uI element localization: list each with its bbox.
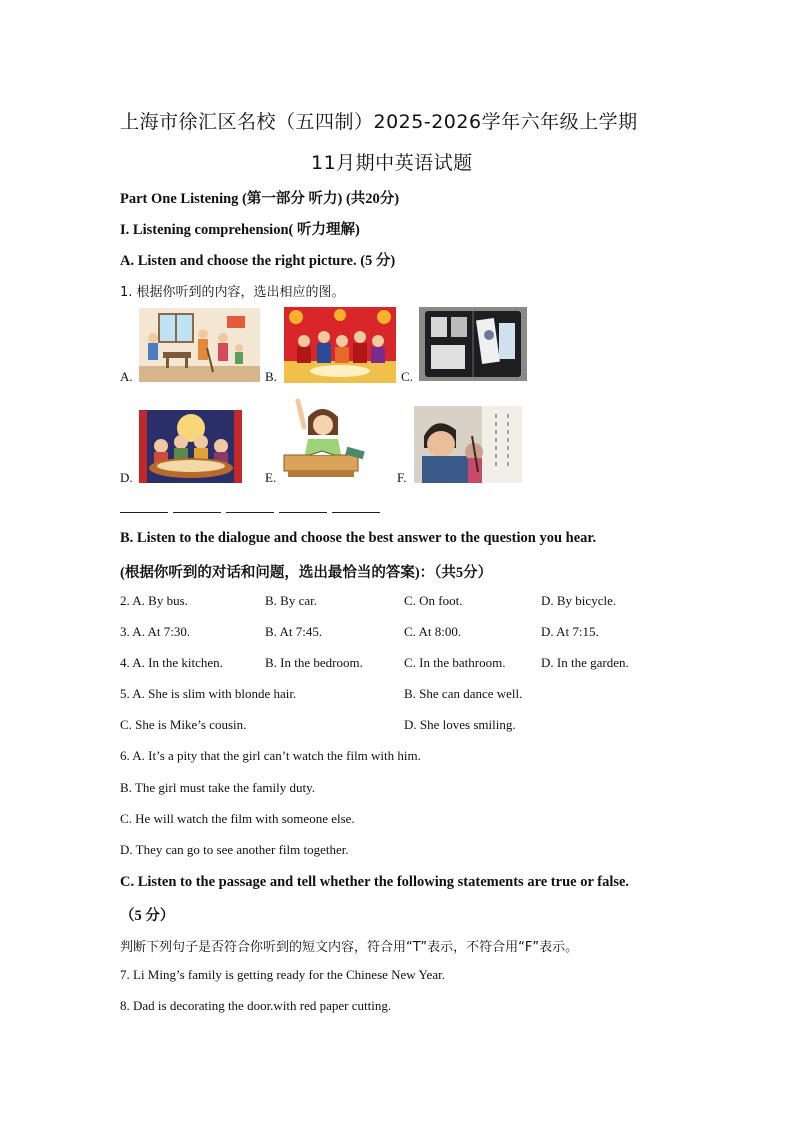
q2-option-c: C. On foot.	[404, 593, 463, 608]
section-i-heading: I. Listening comprehension( 听力理解)	[120, 222, 360, 238]
q5-option-d: D. She loves smiling.	[404, 717, 516, 732]
picture-label-b: B.	[265, 369, 277, 384]
q4-option-a: 4. A. In the kitchen.	[120, 655, 223, 670]
q4-option-b: B. In the bedroom.	[265, 655, 363, 670]
answer-blank-4[interactable]	[279, 512, 327, 513]
section-a-heading: A. Listen and choose the right picture. (5 分)	[120, 253, 396, 269]
picture-label-d: D.	[120, 470, 133, 485]
picture-f-boy-calligraphy	[414, 406, 522, 483]
picture-label-a: A.	[120, 369, 133, 384]
answer-blank-1[interactable]	[120, 512, 168, 513]
q5-option-a: 5. A. She is slim with blonde hair.	[120, 686, 297, 701]
picture-b-new-year-family	[284, 307, 396, 383]
q1-instruction: 1. 根据你听到的内容，选出相应的图。	[120, 285, 345, 300]
answer-blank-5[interactable]	[332, 512, 380, 513]
q4-option-c: C. In the bathroom.	[404, 655, 506, 670]
q3-option-b: B. At 7:45.	[265, 624, 323, 639]
section-c-heading: C. Listen to the passage and tell whether the following statements are true or false.	[120, 874, 630, 890]
q8-statement: 8. Dad is decorating the door.with red paper cutting.	[120, 998, 392, 1013]
q3-option-a: 3. A. At 7:30.	[120, 624, 191, 639]
picture-e-girl-raising-hand	[282, 397, 372, 483]
picture-c-photo-album	[419, 307, 527, 381]
answer-blank-2[interactable]	[173, 512, 221, 513]
picture-a-cleaning	[139, 308, 260, 382]
q5-option-c: C. She is Mike’s cousin.	[120, 717, 247, 732]
q2-option-a: 2. A. By bus.	[120, 593, 188, 608]
picture-d-family-dinner	[139, 410, 242, 483]
q6-option-c: C. He will watch the film with someone else.	[120, 811, 355, 826]
title-line-2: 11月期中英语试题	[311, 152, 473, 174]
section-b-heading: B. Listen to the dialogue and choose the best answer to the question you hear.	[120, 530, 597, 546]
q3-option-d: D. At 7:15.	[541, 624, 599, 639]
q6-option-b: B. The girl must take the family duty.	[120, 780, 315, 795]
section-c-score: （5 分）	[120, 908, 175, 924]
picture-label-e: E.	[265, 470, 277, 485]
answer-blank-3[interactable]	[226, 512, 274, 513]
q2-option-b: B. By car.	[265, 593, 317, 608]
part-one-heading: Part One Listening (第一部分 听力) (共20分)	[120, 191, 400, 207]
section-c-instruction: 判断下列句子是否符合你听到的短文内容，符合用“T”表示，不符合用“F”表示。	[120, 940, 579, 955]
q3-option-c: C. At 8:00.	[404, 624, 462, 639]
section-b-subheading: (根据你听到的对话和问题，选出最恰当的答案)：（共5分）	[120, 565, 493, 581]
q2-option-d: D. By bicycle.	[541, 593, 617, 608]
title-line-1: 上海市徐汇区名校（五四制）2025-2026学年六年级上学期	[120, 111, 638, 133]
q6-option-a: 6. A. It’s a pity that the girl can’t watch the film with him.	[120, 748, 421, 763]
q4-option-d: D. In the garden.	[541, 655, 629, 670]
picture-label-c: C.	[401, 369, 413, 384]
picture-label-f: F.	[397, 470, 407, 485]
q7-statement: 7. Li Ming’s family is getting ready for the Chinese New Year.	[120, 967, 445, 982]
q5-option-b: B. She can dance well.	[404, 686, 523, 701]
q6-option-d: D. They can go to see another film together.	[120, 842, 349, 857]
